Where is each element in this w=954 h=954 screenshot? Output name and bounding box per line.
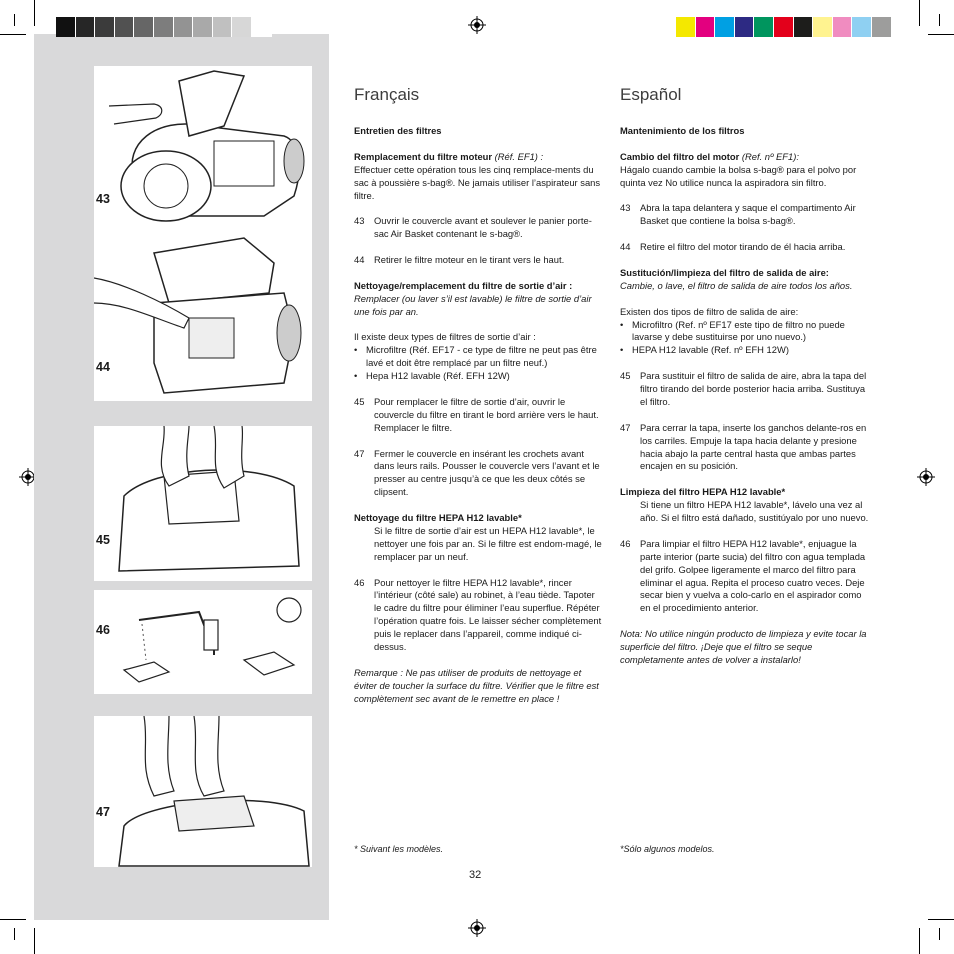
color-swatch	[232, 17, 252, 37]
step-item: 46 Pour nettoyer le filtre HEPA H12 lavable*, rincer l’intérieur (côté sale) au robinet, à l’eau tiède. Tapoter le cadre du filtre pour éliminer l’eau superflue. Répéter l’opération quatre fois. Le laisser sécher complètement puis le replacer dans l’appareil, comme indiqué ci-dessus.	[354, 576, 602, 653]
step-item: 47 Para cerrar la tapa, inserte los ganchos delante-ros en los carriles. Empuje la tapa hacia delante y presione hacia abajo la parte central hasta que ambas partes encajen en su posición.	[620, 421, 867, 472]
registration-mark-icon	[468, 16, 486, 34]
crop-mark	[34, 0, 35, 26]
types-intro: Il existe deux types de filtres de sortie d’air :	[354, 331, 536, 343]
page-number: 32	[469, 869, 482, 881]
exhaust-heading: Nettoyage/remplacement du filtre de sortie d’air :	[354, 279, 573, 291]
close-cover-icon	[94, 716, 312, 867]
hepa-heading: Limpieza del filtro HEPA H12 lavable*	[620, 486, 786, 498]
step-item: 44 Retirer le filtre moteur en le tirant vers le haut.	[354, 254, 565, 266]
crop-mark	[939, 14, 940, 26]
exhaust-sub: Remplacer (ou laver s’il est lavable) le filtre de sortie d’air une fois par an.	[354, 292, 592, 317]
color-swatch	[872, 17, 892, 37]
color-swatch	[774, 17, 794, 37]
figure-number-47: 47	[96, 805, 110, 819]
crop-mark	[919, 928, 920, 954]
vacuum-open-lid-icon	[94, 66, 312, 234]
motor-filter-heading	[354, 151, 604, 164]
step-item: 45 Pour remplacer le filtre de sortie d’air, ouvrir le couvercle du filtre en tirant le bord arrière vers le haut. Remplacer le filtre.	[354, 395, 599, 433]
color-swatch	[76, 17, 96, 37]
crop-mark	[14, 928, 15, 940]
hepa-heading: Nettoyage du filtre HEPA H12 lavable*	[354, 512, 522, 524]
illustration-46	[94, 590, 312, 694]
color-swatch	[833, 17, 853, 37]
hepa-text: Si le filtre de sortie d’air est un HEPA H12 lavable*, le nettoyer une fois par an. Si le filtre est endom-magé, le remplacer par un neuf.	[374, 524, 602, 562]
color-swatch	[154, 17, 174, 37]
section-title-french: Français	[354, 85, 420, 104]
crop-mark	[928, 34, 954, 35]
section-title-spanish: Español	[620, 85, 682, 104]
figure-number-43: 43	[96, 192, 110, 206]
color-swatch	[715, 17, 735, 37]
step-item: 47 Fermer le couvercle en insérant les crochets avant dans leurs rails. Pousser le couvercle vers l’avant et le presser au centre jusqu’à ce que les deux côtés se clipsent.	[354, 447, 600, 498]
color-swatch	[794, 17, 814, 37]
illustration-47	[94, 716, 312, 867]
crop-mark	[0, 34, 26, 35]
step-item: 45 Para sustituir el filtro de salida de aire, abra la tapa del filtro tirando del borde posterior hacia arriba. Sustituya el filtro.	[620, 370, 867, 407]
illustration-44	[94, 233, 312, 401]
exhaust-heading: Sustitución/limpieza del filtro de salida de aire:	[620, 266, 829, 278]
illustration-43	[94, 66, 312, 234]
registration-mark-icon	[917, 468, 935, 486]
illustration-45	[94, 426, 312, 581]
motor-head: Cambio del filtro del motor	[620, 150, 740, 162]
motor-text: Hágalo cuando cambie la bolsa s-bag® para el polvo por quinta vez No utilice nunca la aspiradora sin filtro.	[620, 163, 857, 188]
color-swatch	[134, 17, 154, 37]
crop-mark	[919, 0, 920, 26]
remark: Remarque : Ne pas utiliser de produits de nettoyage et éviter de toucher la surface du filtre. Vérifier que le filtre est complètement sec avant de le remettre en place !	[354, 666, 599, 704]
bullet-item: • Microfiltro (Ref. nº EF17 este tipo de filtro no puede lavarse y debe sustituirse por uno nuevo.)	[620, 318, 845, 343]
spanish-column	[620, 125, 870, 667]
figure-number-45: 45	[96, 533, 110, 547]
step-item: 43 Ouvrir le couvercle avant et soulever le panier porte-sac Air Basket contenant le s-bag®.	[354, 215, 592, 240]
crop-mark	[14, 14, 15, 26]
color-swatch	[213, 17, 233, 37]
crop-mark	[34, 928, 35, 954]
color-swatch	[696, 17, 716, 37]
color-bar	[676, 17, 892, 37]
color-swatch	[852, 17, 872, 37]
footnote-french: * Suivant les modèles.	[354, 844, 444, 854]
types-intro: Existen dos tipos de filtro de salida de aire:	[620, 305, 799, 317]
motor-head: Remplacement du filtre moteur	[354, 150, 493, 162]
color-swatch	[676, 17, 696, 37]
exhaust-sub: Cambie, o lave, el filtro de salida de aire todos los años.	[620, 279, 853, 291]
grayscale-bar	[56, 17, 272, 37]
remove-motor-filter-icon	[94, 233, 312, 401]
color-swatch	[754, 17, 774, 37]
french-column	[354, 125, 604, 706]
figure-number-46: 46	[96, 623, 110, 637]
figure-number-44: 44	[96, 360, 110, 374]
crop-mark	[939, 928, 940, 940]
step-item: 46 Para limpiar el filtro HEPA H12 lavable*, enjuague la parte interior (parte sucia) del filtro con agua templada del grifo. Golpee ligeramente el marco del filtro para eliminar el agua. Repita el proceso cuatro veces. Deje secar bien y vuelva a colo-carlo en el aspirador como en el procedimiento anterior.	[620, 537, 866, 614]
motor-filter-heading	[620, 151, 870, 164]
color-swatch	[813, 17, 833, 37]
color-swatch	[115, 17, 135, 37]
step-item: 43 Abra la tapa delantera y saque el compartimento Air Basket que contiene la bolsa s-bag®.	[620, 202, 856, 227]
bullet-item: • Microfiltre (Réf. EF17 - ce type de filtre ne peut pas être lavé et doit être remplacé par un filtre neuf.)	[354, 344, 597, 369]
color-swatch	[193, 17, 213, 37]
step-item: 44 Retire el filtro del motor tirando de él hacia arriba.	[620, 241, 846, 253]
color-swatch	[252, 17, 272, 37]
motor-ref: (Réf. EF1) :	[492, 150, 544, 162]
bullet-item: • HEPA H12 lavable (Ref. nº EFH 12W)	[620, 344, 789, 356]
rinse-filter-tap-icon	[94, 590, 312, 694]
color-swatch	[95, 17, 115, 37]
registration-mark-icon	[468, 919, 486, 937]
motor-text: Effectuer cette opération tous les cinq remplace-ments du sac à poussière s-bag®. Ne jamais utiliser l’aspirateur sans filtre.	[354, 163, 601, 201]
crop-mark	[928, 919, 954, 920]
color-swatch	[56, 17, 76, 37]
motor-ref: (Ref. nº EF1):	[739, 150, 799, 162]
bullet-item: • Hepa H12 lavable (Réf. EFH 12W)	[354, 370, 510, 382]
crop-mark	[0, 919, 26, 920]
exhaust-filter-cover-icon	[94, 426, 312, 581]
remark: Nota: No utilice ningún producto de limpieza y evite tocar la superficie del filtro. ¡Deje que el filtro se seque completamente antes de volver a instalarlo!	[620, 628, 867, 665]
color-swatch	[174, 17, 194, 37]
hepa-text: Si tiene un filtro HEPA H12 lavable*, lávelo una vez al año. Si el filtro está dañado, sustitúyalo por uno nuevo.	[640, 499, 869, 524]
footnote-spanish: *Sólo algunos modelos.	[620, 844, 715, 854]
heading: Entretien des filtres	[354, 125, 442, 136]
color-swatch	[735, 17, 755, 37]
heading: Mantenimiento de los filtros	[620, 125, 745, 136]
